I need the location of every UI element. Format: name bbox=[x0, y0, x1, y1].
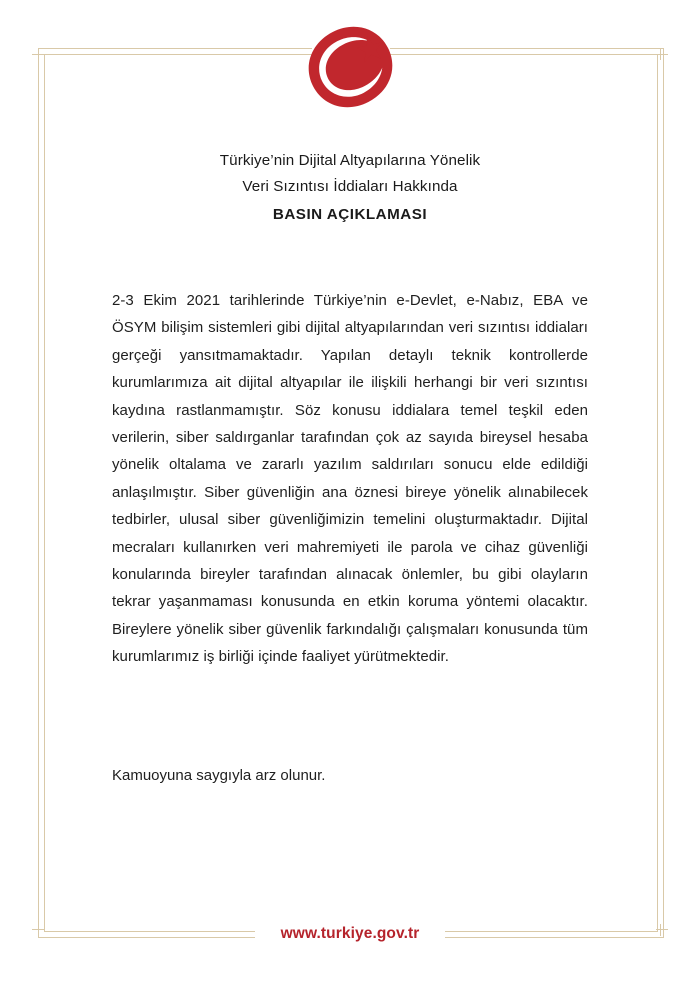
corner-tick-top-left-v bbox=[38, 48, 39, 60]
document-title-block bbox=[0, 148, 700, 230]
footer-url-container bbox=[0, 921, 700, 947]
turkiye-gov-logo bbox=[303, 24, 398, 110]
corner-tick-top-right-h bbox=[656, 54, 668, 55]
corner-tick-top-right-v bbox=[660, 48, 661, 60]
title-line-1: Türkiye’nin Dijital Altyapılarına Yönelik bbox=[219, 152, 481, 169]
footer-url[interactable]: www.turkiye.gov.tr bbox=[255, 921, 446, 947]
title-line-3: BASIN AÇIKLAMASI bbox=[272, 206, 428, 223]
closing-paragraph: Kamuoyuna saygıyla arz olunur. bbox=[112, 767, 326, 784]
body-paragraph: 2-3 Ekim 2021 tarihlerinde Türkiye’nin e-Devlet, e-Nabız, EBA ve ÖSYM bilişim sistemleri gibi dijital altyapılarından veri sızıntısı iddiaları gerçeği yansıtmamaktadır. Yapılan detaylı teknik kontrollerde kurumlarımıza ait dijital altyapılar ile ilişkili herhangi bir veri sızıntısı kaydına rastlanmamıştır. Söz konusu iddialara temel teşkil eden verilerin, siber saldırganlar tarafından çok az sayıda bireysel hesaba yönelik oltalama ve zararlı yazılım saldırıları sonucu elde edildiği anlaşılmıştır. Siber güvenliğin ana öznesi bireye yönelik alınabilecek tedbirler, ulusal siber güvenliğimizin temelini oluşturmaktadır. Dijital mecraları kullanırken veri mahremiyeti ile parola ve cihaz güvenliği konularında bireyler tarafından alınacak önlemler, bu gibi olayların tekrar yaşanmaması konusunda en etkin koruma yöntemi olacaktır. Bireylere yönelik siber güvenlik farkındalığı çalışmaları konusunda tüm kurumlarımız iş birliği içinde faaliyet yürütmektedir. bbox=[112, 292, 588, 666]
document-closing bbox=[112, 762, 588, 789]
document-body bbox=[112, 287, 588, 671]
title-line-2: Veri Sızıntısı İddiaları Hakkında bbox=[242, 178, 458, 195]
